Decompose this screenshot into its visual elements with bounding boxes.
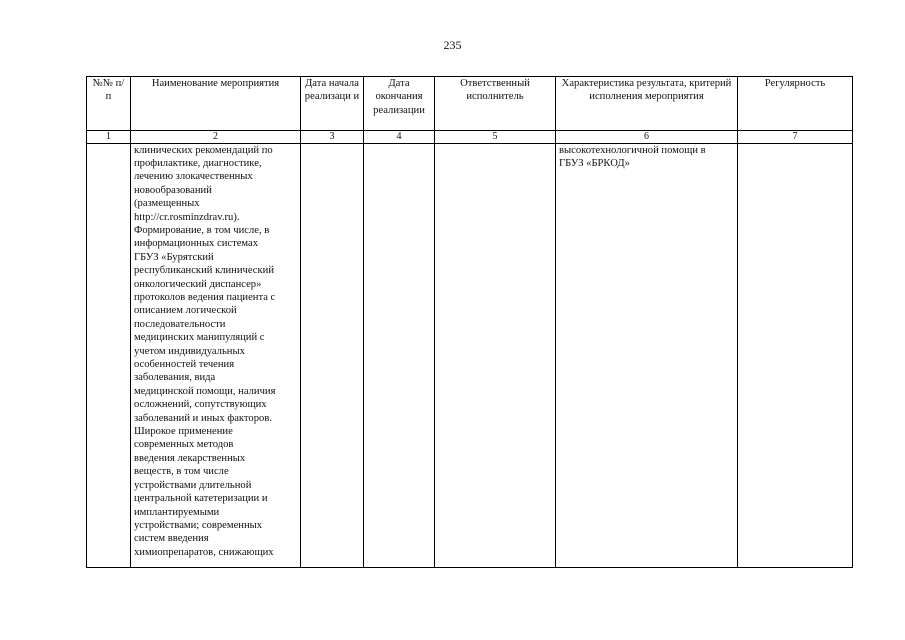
text-line: лечению злокачественных	[134, 171, 253, 183]
column-number: 7	[738, 131, 853, 143]
measures-table	[86, 76, 853, 568]
cell-measure-name	[131, 143, 301, 567]
table-row	[87, 143, 853, 567]
column-number: 6	[556, 131, 738, 143]
cell-number	[87, 143, 131, 567]
column-number: 1	[87, 131, 131, 143]
column-number: 4	[364, 131, 435, 143]
text-line: особенностей течения	[134, 359, 235, 371]
cell-responsible	[435, 143, 556, 567]
text-line: описанием логической	[134, 305, 237, 317]
cell-start-date	[301, 143, 364, 567]
text-line: центральной катетеризации и	[134, 493, 268, 505]
text-line: устройствами длительной	[134, 479, 252, 491]
header-start-date: Дата начала реализаци и	[301, 77, 364, 131]
text-line: республиканский клинический	[134, 265, 274, 277]
header-regularity: Регулярность	[738, 77, 853, 131]
text-line: устройствами; современных	[134, 519, 263, 531]
page-number: 235	[443, 38, 462, 52]
header-number: №№ п/п	[87, 77, 131, 131]
text-line: последовательности	[134, 318, 226, 330]
text-line: профилактике, диагностике,	[134, 157, 262, 169]
text-line: клинических рекомендаций по	[134, 144, 273, 156]
text-line: учетом индивидуальных	[134, 345, 245, 357]
text-line: информационных системах	[134, 238, 259, 250]
cell-regularity	[738, 143, 853, 567]
text-line: введения лекарственных	[134, 452, 246, 464]
header-measure-name: Наименование мероприятия	[131, 77, 301, 131]
text-line: ГБУЗ «Бурятский	[134, 251, 214, 263]
text-line: http://cr.rosminzdrav.ru).	[134, 211, 240, 223]
text-line: Широкое применение	[134, 426, 233, 438]
text-line: осложнений, сопутствующих	[134, 399, 267, 411]
text-line: систем введения	[134, 533, 209, 545]
text-line: веществ, в том числе	[134, 466, 229, 478]
text-line: медицинских манипуляций с	[134, 332, 265, 344]
table-header-row	[87, 77, 853, 131]
text-line: высокотехнологичной помощи в	[559, 144, 706, 156]
text-line: онкологический диспансер»	[134, 278, 262, 290]
header-result: Характеристика результата, критерий исполнения мероприятия	[556, 77, 738, 131]
text-line: Формирование, в том числе, в	[134, 224, 270, 236]
text-line: химиопрепаратов, снижающих	[134, 546, 274, 558]
text-line: современных методов	[134, 439, 234, 451]
header-end-date: Дата окончания реализации	[364, 77, 435, 131]
text-line: заболеваний и иных факторов.	[134, 412, 272, 424]
text-line: протоколов ведения пациента с	[134, 292, 276, 303]
text-line: заболевания, вида	[134, 372, 216, 384]
column-number: 5	[435, 131, 556, 143]
cell-end-date	[364, 143, 435, 567]
text-line: (размещенных	[134, 198, 200, 210]
text-line: медицинской помощи, наличия	[134, 385, 276, 397]
text-line: ГБУЗ «БРКОД»	[559, 157, 630, 169]
column-number: 2	[131, 131, 301, 143]
text-line: новообразований	[134, 184, 212, 196]
column-number-row	[87, 131, 853, 143]
text-line: имплантируемыми	[134, 506, 220, 518]
header-responsible: Ответственный исполнитель	[435, 77, 556, 131]
column-number: 3	[301, 131, 364, 143]
cell-result	[556, 143, 738, 567]
